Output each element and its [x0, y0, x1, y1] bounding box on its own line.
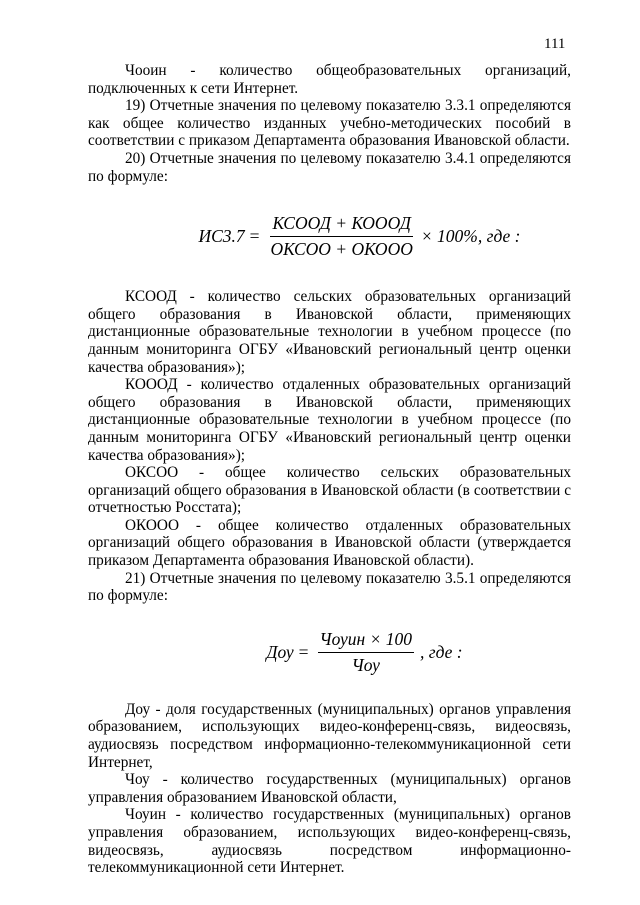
page-number: 111 [544, 36, 566, 52]
paragraph-chou: Чоу - количество государственных (муниципальных) органов управления образованием Ивановской области, [88, 771, 571, 806]
formula-dou [266, 629, 462, 676]
paragraph-oksoo: ОКСОО - общее количество сельских образовательных организаций общего образования в Ивановской области (в соответствии с отчетностью Росстата); [88, 464, 571, 517]
paragraph-ksood: КСООД - количество сельских образовательных организаций общего образования в Ивановской области, применяющих дистанционные образовательные технологии в учебном процессе (по данным мониторинга ОГБУ «Ивановский региональный центр оценки качества образования»); [88, 288, 571, 376]
formula-is37-numerator: КСООД + КОООД [270, 213, 412, 237]
formula-is37-denominator: ОКСОО + ОКООО [270, 239, 413, 260]
formula-dou-lhs: Доу [266, 642, 294, 663]
paragraph-koood: КОООД - количество отдаленных образовательных организаций общего образования в Ивановской области, применяющих дистанционные образовательные технологии в учебном процессе (по данным мониторинга ОГБУ «Ивановский региональный центр оценки качества образования»); [88, 376, 571, 464]
paragraph-item-19: 19) Отчетные значения по целевому показателю 3.3.1 определяются как общее количество изданных учебно-методических пособий в соответствии с приказом Департамента образования Ивановской области. [88, 97, 571, 150]
paragraph-okooo: ОКООО - общее количество отдаленных образовательных организаций общего образования в Ивановской области (утверждается приказом Департамента образования Ивановской области). [88, 516, 571, 570]
paragraph-item-20: 20) Отчетные значения по целевому показателю 3.4.1 определяются по формуле: [88, 149, 571, 185]
paragraph-item-21: 21) Отчетные значения по целевому показателю 3.5.1 определяются по формуле: [88, 569, 571, 605]
formula-dou-fraction [318, 629, 414, 676]
paragraph-chooin-line2: подключенных к сети Интернет. [88, 79, 299, 97]
paragraph-chooin-line1: Чооин - количество общеобразовательных организаций, [125, 62, 571, 79]
formula-is37-lhs: ИС3.7 [198, 226, 245, 247]
formula-dou-tail: , где : [420, 642, 463, 663]
paragraph-dou: Доу - доля государственных (муниципальных) органов управления образованием, использующих видео-конференц-связь, видеосвязь, аудиосвязь посредством информационно-телекоммуникационной сети Интернет, [88, 700, 571, 771]
formula-dou-numerator: Чоуин × 100 [318, 629, 414, 653]
formula-is37 [198, 213, 520, 260]
formula-dou-denominator: Чоу [351, 655, 380, 676]
formula-is37-fraction [269, 213, 415, 260]
formula-is37-equals: = [249, 226, 260, 247]
formula-dou-block [88, 605, 571, 701]
formula-dou-equals: = [298, 642, 309, 663]
paragraph-chouin: Чоуин - количество государственных (муниципальных) органов управления образованием, использующих видео-конференц-связь, видеосвязь, аудиосвязь посредством информационно-телекоммуникационной сети Интернет. [88, 806, 571, 877]
formula-is37-block [88, 185, 571, 288]
formula-is37-tail: × 100%, где : [420, 226, 521, 247]
document-body [88, 62, 571, 877]
